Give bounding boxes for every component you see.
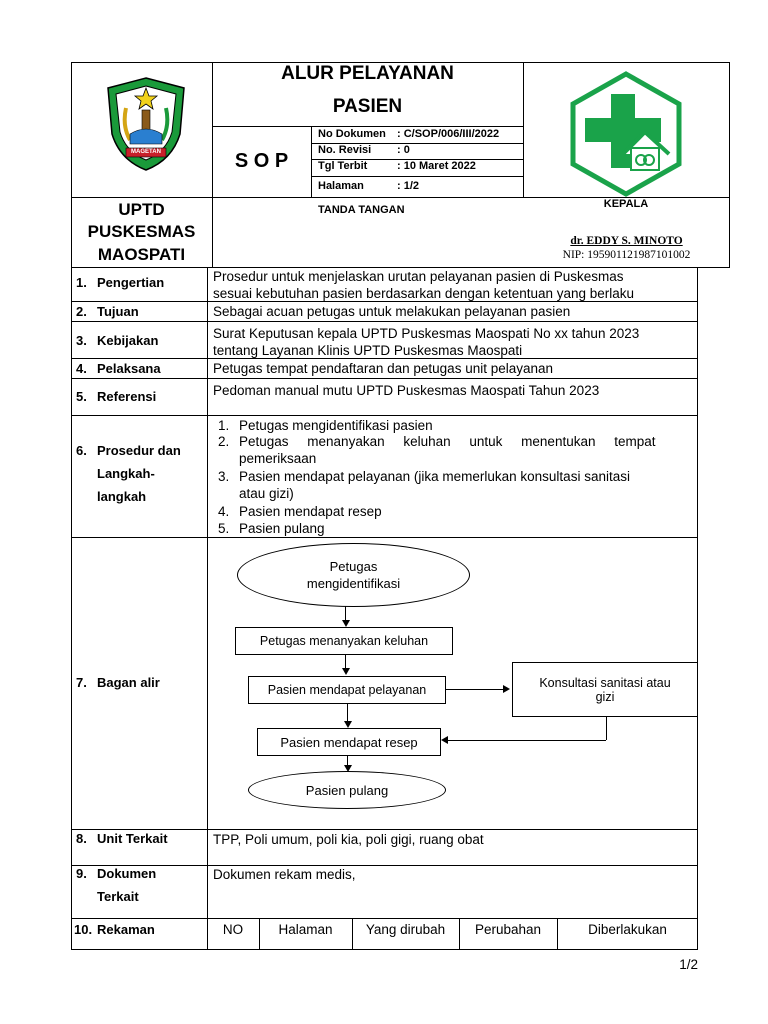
flow-arrow: [503, 685, 510, 693]
section-text: Prosedur untuk menjelaskan urutan pelayanan pasien di Puskesmas: [213, 269, 624, 284]
kepala-label: KEPALA: [603, 198, 649, 210]
meta-value: : 1/2: [397, 180, 420, 192]
flow-start-text: mengidentifikasi: [306, 576, 401, 591]
section-num: 8.: [76, 831, 87, 846]
puskesmas-logo: [565, 70, 687, 198]
section-text: Petugas tempat pendaftaran dan petugas unit pelayanan: [213, 361, 554, 376]
signature-label: TANDA TANGAN: [318, 204, 405, 216]
meta-label: Halaman: [318, 180, 364, 192]
header-divider: [311, 176, 523, 177]
section-label: Terkait: [97, 889, 139, 904]
section-label: Dokumen: [97, 866, 157, 881]
section-num: 5.: [76, 389, 87, 404]
flow-start-ellipse: [237, 543, 470, 607]
meta-value: : 0: [397, 144, 410, 156]
step-number: 4.: [218, 504, 230, 519]
flow-side-text: gizi: [595, 689, 615, 704]
org-name-line2: PUSKESMAS: [87, 222, 196, 241]
step-number: 1.: [218, 418, 230, 433]
page-number: 1/2: [679, 957, 698, 972]
flow-arrow: [441, 736, 448, 744]
flow-side-text: Konsultasi sanitasi atau: [539, 675, 671, 690]
section-label: Pengertian: [97, 275, 165, 290]
org-name-line1: UPTD: [118, 200, 165, 219]
section-text: Sebagai acuan petugas untuk melakukan pelayanan pasien: [213, 304, 571, 319]
section-num: 3.: [76, 333, 87, 348]
org-name-line3: MAOSPATI: [97, 245, 186, 264]
section-label: Langkah-: [97, 466, 155, 481]
meta-label: Tgl Terbit: [318, 160, 368, 172]
section-num: 9.: [76, 866, 87, 881]
page-title-line2: PASIEN: [332, 96, 403, 117]
header-divider: [523, 62, 524, 197]
section-num: 7.: [76, 675, 87, 690]
rekaman-col-header: Perubahan: [474, 922, 542, 937]
flow-end-ellipse: Pasien pulang: [248, 771, 446, 809]
section-label: Unit Terkait: [97, 831, 168, 846]
flow-start-text: Petugas: [329, 559, 378, 574]
section-label: Kebijakan: [97, 333, 159, 348]
step-text: Pasien mendapat resep: [239, 504, 382, 519]
row-divider: [71, 865, 698, 866]
kepala-nip: NIP: 195901121987101002: [562, 249, 691, 261]
row-divider: [71, 321, 698, 322]
section-label: Bagan alir: [97, 675, 160, 690]
section-text: Surat Keputusan kepala UPTD Puskesmas Maospati No xx tahun 2023: [213, 326, 640, 341]
flow-step-pelayanan: Pasien mendapat pelayanan: [248, 676, 446, 704]
meta-label: No Dokumen: [318, 128, 386, 140]
step-number: 3.: [218, 469, 230, 484]
section-num: 6.: [76, 443, 87, 458]
row-divider: [71, 918, 698, 919]
meta-value: : 10 Maret 2022: [397, 160, 476, 172]
section-text: TPP, Poli umum, poli kia, poli gigi, ruang obat: [213, 832, 484, 847]
section-text: Pedoman manual mutu UPTD Puskesmas Maospati Tahun 2023: [213, 383, 600, 398]
flow-arrow: [342, 668, 350, 675]
step-text: atau gizi): [239, 486, 294, 501]
section-label: Prosedur dan: [97, 443, 181, 458]
flow-arrow: [344, 721, 352, 728]
section-label: Pelaksana: [97, 361, 161, 376]
step-text: Pasien pulang: [239, 521, 325, 536]
step-text: Pasien mendapat pelayanan (jika memerlukan konsultasi sanitasi: [239, 469, 630, 484]
row-divider: [71, 537, 698, 538]
flow-connector: [345, 655, 346, 669]
page-title: ALUR PELAYANAN: [281, 63, 454, 84]
flow-connector: [606, 717, 607, 740]
section-num: 1.: [76, 275, 87, 290]
step-number: 5.: [218, 521, 230, 536]
flow-connector: [447, 740, 606, 741]
flow-step-resep: Pasien mendapat resep: [257, 728, 441, 756]
flow-connector: [446, 689, 504, 690]
section-label: Rekaman: [97, 922, 155, 937]
flow-step-keluhan: Petugas menanyakan keluhan: [235, 627, 453, 655]
flow-side-konsultasi: [512, 662, 698, 717]
step-text: Petugas menanyakan keluhan untuk menentukan tempat: [239, 434, 656, 449]
flow-connector: [347, 704, 348, 722]
logo-text: MAGETAN: [131, 149, 161, 155]
meta-label: No. Revisi: [318, 144, 372, 156]
step-text: Petugas mengidentifikasi pasien: [239, 418, 433, 433]
rekaman-col-header: NO: [222, 922, 244, 937]
row-divider: [71, 378, 698, 379]
rekaman-col-header: Diberlakukan: [588, 922, 667, 937]
section-num: 4.: [76, 361, 87, 376]
step-text: pemeriksaan: [239, 451, 317, 466]
magetan-logo: [100, 74, 192, 174]
section-text: sesuai kebutuhan pasien berdasarkan dengan ketentuan yang berlaku: [213, 286, 635, 301]
section-label: Tujuan: [97, 304, 139, 319]
section-text: tentang Layanan Klinis UPTD Puskesmas Maospati: [213, 343, 523, 358]
body-divider: [207, 268, 208, 950]
row-divider: [71, 829, 698, 830]
kepala-name: dr. EDDY S. MINOTO: [570, 235, 683, 247]
rekaman-col-header: Halaman: [278, 922, 333, 937]
meta-value: : C/SOP/006/III/2022: [397, 128, 500, 140]
section-text: Dokumen rekam medis,: [213, 867, 356, 882]
sop-label: S O P: [234, 150, 289, 172]
step-number: 2.: [218, 434, 230, 449]
flow-arrow: [342, 620, 350, 627]
section-label: Referensi: [97, 389, 157, 404]
section-num: 10.: [74, 922, 93, 937]
section-label: langkah: [97, 489, 147, 504]
section-num: 2.: [76, 304, 87, 319]
header-divider: [311, 126, 312, 197]
rekaman-col-header: Yang dirubah: [365, 922, 446, 937]
row-divider: [71, 415, 698, 416]
